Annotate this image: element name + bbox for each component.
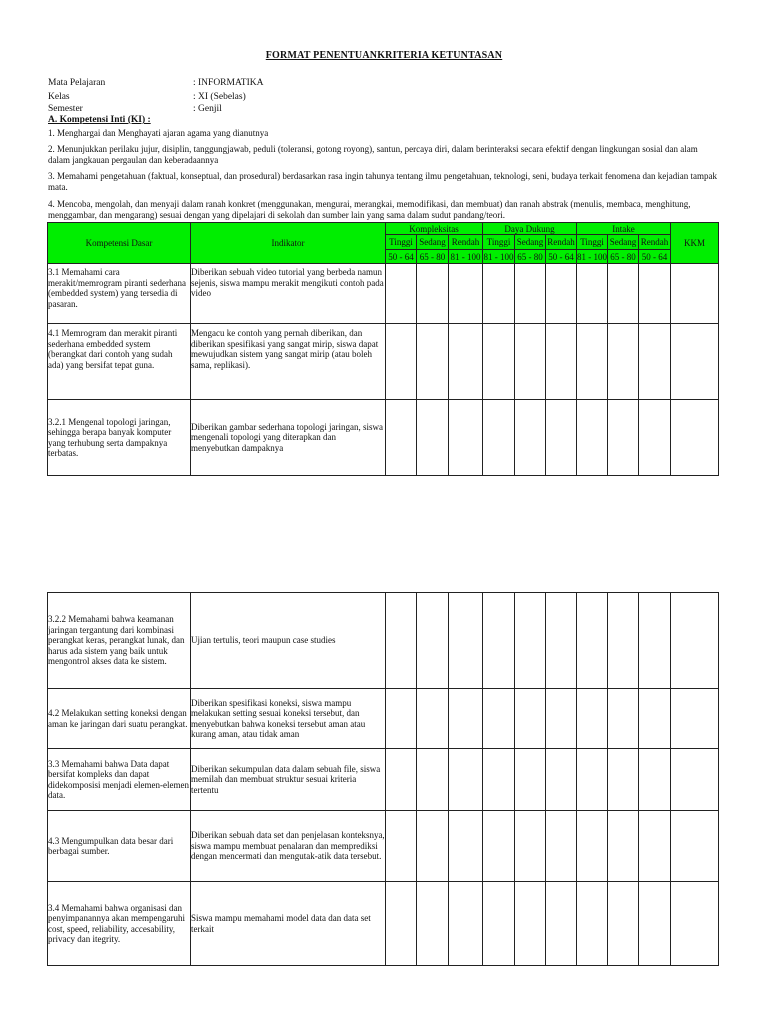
header-group-kompleksitas: Kompleksitas [386, 223, 483, 235]
document-title: FORMAT PENENTUANKRITERIA KETUNTASAN [265, 50, 503, 61]
score-cell[interactable] [577, 811, 608, 882]
header-kkm: KKM [671, 223, 719, 264]
meta-value: : Genjil [193, 104, 222, 114]
header-range: 50 - 64 [386, 250, 417, 264]
header-group-intake: Intake [577, 223, 671, 235]
score-cell[interactable] [546, 811, 577, 882]
score-cell[interactable] [639, 400, 671, 476]
score-cell[interactable] [577, 689, 608, 749]
indicator-cell: Diberikan sebuah video tutorial yang berbeda namun sejenis, siswa mampu merakit mengikuti contoh pada video [191, 264, 386, 324]
score-cell[interactable] [515, 882, 546, 966]
score-cell[interactable] [546, 264, 577, 324]
kd-cell: 4.1 Memrogram dan merakit piranti sederhana embedded system (berangkat dari contoh yang sudah ada) yang bersifat tepat guna. [48, 324, 191, 400]
score-cell[interactable] [639, 811, 671, 882]
score-cell[interactable] [449, 749, 483, 811]
header-level: Tinggi [577, 235, 608, 250]
score-cell[interactable] [515, 593, 546, 689]
score-cell[interactable] [483, 882, 515, 966]
score-cell[interactable] [546, 324, 577, 400]
score-cell[interactable] [639, 689, 671, 749]
score-cell[interactable] [515, 324, 546, 400]
kkm-cell[interactable] [671, 689, 719, 749]
score-cell[interactable] [449, 324, 483, 400]
table-row [48, 324, 719, 400]
score-cell[interactable] [639, 882, 671, 966]
meta-value: : XI (Sebelas) [193, 92, 246, 102]
score-cell[interactable] [639, 264, 671, 324]
meta-value: : INFORMATIKA [193, 78, 264, 88]
indicator-cell: Siswa mampu memahami model data dan data set terkait [191, 882, 386, 966]
kd-cell: 3.2.1 Mengenal topologi jaringan, sehingga berapa banyak komputer yang terhubung serta dampaknya terbatas. [48, 400, 191, 476]
score-cell[interactable] [515, 811, 546, 882]
score-cell[interactable] [577, 400, 608, 476]
ki-item-2: 2. Menunjukkan perilaku jujur, disiplin, tanggungjawab, peduli (toleransi, gotong royong), santun, percaya diri, dalam berinteraksi secara efektif dengan lingkungan sosial dan alam dalam jangkauan pergaulan dan keberadaannya [48, 144, 698, 165]
score-cell[interactable] [449, 400, 483, 476]
kd-cell: 4.2 Melakukan setting koneksi dengan aman ke jaringan dari suatu perangkat. [48, 689, 191, 749]
score-cell[interactable] [417, 593, 449, 689]
kd-cell: 3.1 Memahami cara merakit/memrogram piranti sederhana (embedded system) yang tersedia di pasaran. [48, 264, 191, 324]
ki-item-1: 1. Menghargai dan Menghayati ajaran agama yang dianutnya [48, 128, 269, 138]
score-cell[interactable] [449, 689, 483, 749]
score-cell[interactable] [483, 749, 515, 811]
score-cell[interactable] [417, 689, 449, 749]
score-cell[interactable] [483, 593, 515, 689]
table-row [48, 749, 719, 811]
score-cell[interactable] [449, 593, 483, 689]
score-cell[interactable] [417, 811, 449, 882]
score-cell[interactable] [608, 811, 639, 882]
score-cell[interactable] [417, 882, 449, 966]
table-row [48, 400, 719, 476]
meta-mata-pelajaran [48, 78, 263, 89]
meta-label: Semester [48, 104, 83, 114]
header-range: 81 - 100 [483, 251, 514, 262]
score-cell[interactable] [417, 324, 449, 400]
score-cell[interactable] [546, 689, 577, 749]
score-cell[interactable] [577, 264, 608, 324]
kkm-cell[interactable] [671, 749, 719, 811]
score-cell[interactable] [577, 882, 608, 966]
header-range: 81 - 100 [577, 251, 608, 262]
score-cell[interactable] [449, 264, 483, 324]
score-cell[interactable] [483, 324, 515, 400]
ki-heading: A. Kompetensi Inti (KI) : [48, 115, 151, 125]
kkm-cell[interactable] [671, 264, 719, 324]
header-range: 65 - 80 [515, 250, 546, 264]
header-level: Sedang [417, 235, 449, 250]
table-row [48, 811, 719, 882]
table-row [48, 264, 719, 324]
score-cell[interactable] [639, 324, 671, 400]
header-level: Tinggi [483, 235, 515, 250]
score-cell[interactable] [483, 689, 515, 749]
indicator-cell: Diberikan gambar sederhana topologi jaringan, siswa mengenali topologi yang diterapkan dan menyebutkan dampaknya [191, 400, 386, 476]
score-cell[interactable] [386, 324, 417, 400]
header-level: Rendah [546, 235, 577, 250]
score-cell[interactable] [483, 400, 515, 476]
score-cell[interactable] [577, 749, 608, 811]
score-cell[interactable] [546, 400, 577, 476]
indicator-cell: Diberikan sebuah data set dan penjelasan konteksnya, siswa mampu membuat penalaran dan memprediksi dengan mencermati dan mengutak-atik data tersebut. [191, 811, 386, 882]
meta-kelas [48, 92, 246, 103]
score-cell[interactable] [483, 811, 515, 882]
ki-item-3: 3. Memahami pengetahuan (faktual, konseptual, dan prosedural) berdasarkan rasa ingin tahunya tentang ilmu pengetahuan, teknologi, seni, budaya terkait fenomena dan kejadian tampak mata. [48, 171, 718, 192]
criteria-table-top [47, 222, 719, 476]
ki-item-4: 4. Mencoba, mengolah, dan menyaji dalam ranah konkret (menggunakan, mengurai, merangkai, memodifikasi, dan membuat) dan ranah abstrak (menulis, membaca, menghitung, menggambar, dan mengarang) sesuai dengan yang dipelajari di sekolah dan sumber lain yang sama dalam sudut pandang/teori. [48, 199, 691, 220]
score-cell[interactable] [449, 882, 483, 966]
meta-label: Mata Pelajaran [48, 78, 106, 88]
indicator-cell: Ujian tertulis, teori maupun case studies [191, 593, 386, 689]
header-range: 50 - 64 [639, 250, 671, 264]
header-level: Sedang [608, 235, 639, 250]
header-level: Sedang [515, 235, 546, 250]
indicator-cell: Diberikan spesifikasi koneksi, siswa mampu melakukan setting sesuai koneksi tersebut, dan menyebutkan bahwa koneksi tersebut aman atau kurang aman, atau tidak aman [191, 689, 386, 749]
score-cell[interactable] [515, 264, 546, 324]
kd-cell: 3.2.2 Memahami bahwa keamanan jaringan tergantung dari kombinasi perangkat keras, perangkat lunak, dan harus ada sistem yang baik untuk mengontrol akses data ke sistem. [48, 593, 191, 689]
score-cell[interactable] [483, 264, 515, 324]
score-cell[interactable] [546, 593, 577, 689]
score-cell[interactable] [608, 882, 639, 966]
score-cell[interactable] [515, 400, 546, 476]
score-cell[interactable] [386, 749, 417, 811]
header-indikator: Indikator [191, 223, 386, 264]
table-row [48, 689, 719, 749]
score-cell[interactable] [546, 882, 577, 966]
score-cell[interactable] [639, 593, 671, 689]
kd-cell: 3.4 Memahami bahwa organisasi dan penyimpanannya akan mempengaruhi cost, speed, reliability, accesability, privacy dan itegrity. [48, 882, 191, 966]
header-level: Tinggi [386, 235, 417, 250]
header-group-daya-dukung: Daya Dukung [483, 223, 577, 235]
kkm-cell[interactable] [671, 324, 719, 400]
score-cell[interactable] [577, 324, 608, 400]
score-cell[interactable] [608, 749, 639, 811]
table-row [48, 593, 719, 689]
indicator-cell: Diberikan sekumpulan data dalam sebuah file, siswa memilah dan membuat struktur sesuai kriteria tertentu [191, 749, 386, 811]
score-cell[interactable] [386, 882, 417, 966]
header-range: 81 - 100 [449, 250, 483, 264]
score-cell[interactable] [608, 689, 639, 749]
score-cell[interactable] [608, 400, 639, 476]
header-range: 65 - 80 [417, 250, 449, 264]
kd-cell: 4.3 Mengumpulkan data besar dari berbagai sumber. [48, 811, 191, 882]
score-cell[interactable] [449, 811, 483, 882]
score-cell[interactable] [417, 264, 449, 324]
score-cell[interactable] [386, 593, 417, 689]
kkm-cell[interactable] [671, 882, 719, 966]
criteria-table-bottom [47, 592, 719, 966]
score-cell[interactable] [386, 689, 417, 749]
score-cell[interactable] [546, 749, 577, 811]
header-range: 50 - 64 [546, 250, 577, 264]
kkm-cell[interactable] [671, 400, 719, 476]
score-cell[interactable] [515, 749, 546, 811]
kkm-cell[interactable] [671, 811, 719, 882]
header-kompetensi-dasar: Kompetensi Dasar [48, 223, 191, 264]
score-cell[interactable] [417, 400, 449, 476]
score-cell[interactable] [386, 811, 417, 882]
score-cell[interactable] [386, 400, 417, 476]
score-cell[interactable] [608, 324, 639, 400]
kd-cell: 3.3 Memahami bahwa Data dapat bersifat kompleks dan dapat didekomposisi menjadi elemen-elemen data. [48, 749, 191, 811]
score-cell[interactable] [417, 749, 449, 811]
score-cell[interactable] [386, 264, 417, 324]
header-level: Rendah [639, 235, 671, 250]
kkm-cell[interactable] [671, 593, 719, 689]
indicator-cell: Mengacu ke contoh yang pernah diberikan, dan diberikan spesifikasi yang sangat mirip, siswa dapat mewujudkan sistem yang sangat mirip (atau boleh sama, replikasi). [191, 324, 386, 400]
header-range: 65 - 80 [608, 250, 639, 264]
header-level: Rendah [449, 235, 483, 250]
meta-semester [48, 104, 222, 115]
score-cell[interactable] [608, 264, 639, 324]
meta-label: Kelas [48, 92, 70, 102]
score-cell[interactable] [577, 593, 608, 689]
score-cell[interactable] [515, 689, 546, 749]
table-row [48, 882, 719, 966]
score-cell[interactable] [608, 593, 639, 689]
score-cell[interactable] [639, 749, 671, 811]
